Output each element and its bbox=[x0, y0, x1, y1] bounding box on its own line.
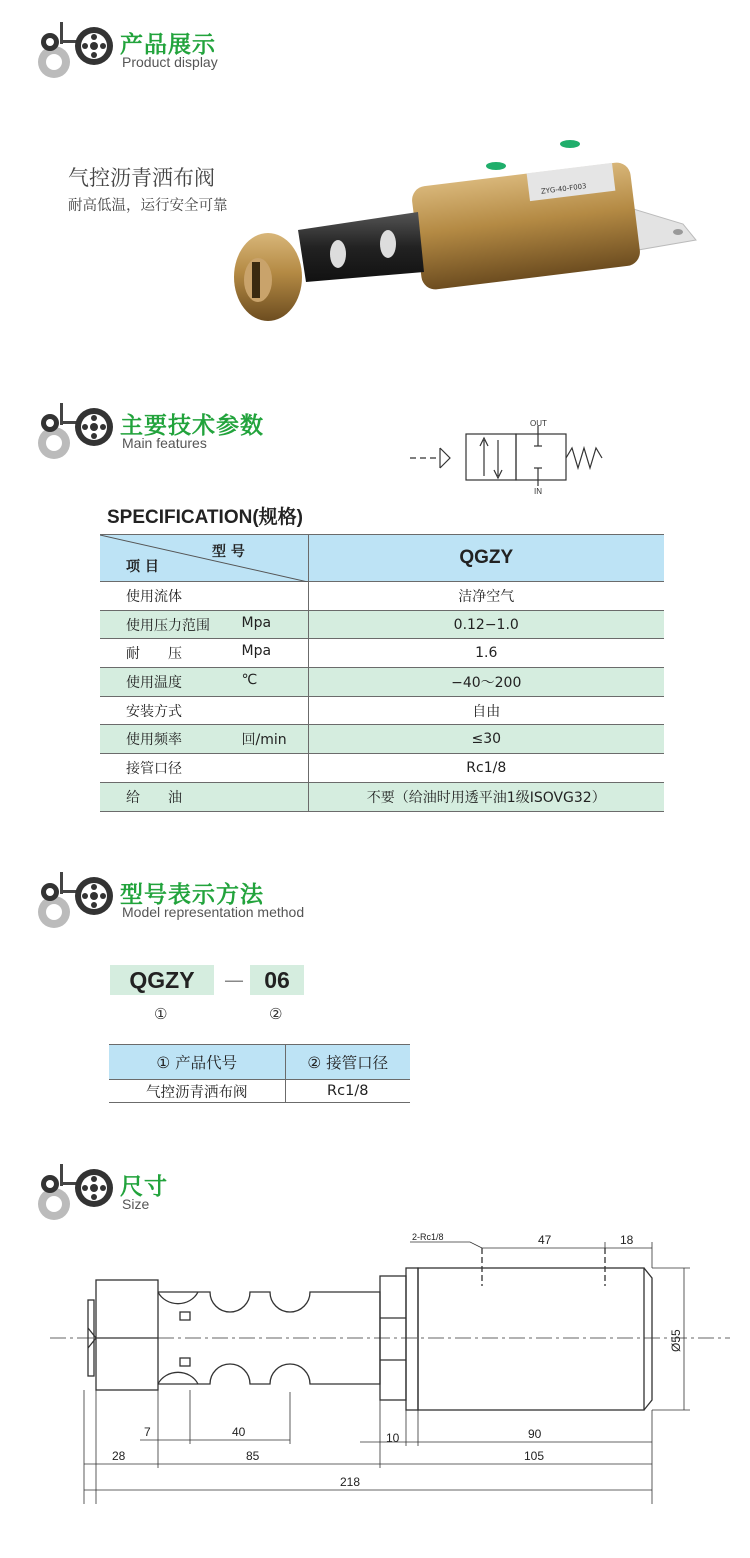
dim-218: 218 bbox=[340, 1475, 361, 1489]
row-value: 洁净空气 bbox=[308, 582, 664, 611]
header-model-value: QGZY bbox=[308, 535, 664, 582]
model-table-cell: Rc1/8 bbox=[285, 1080, 410, 1103]
row-value: 自由 bbox=[308, 696, 664, 725]
section-header-size bbox=[34, 1162, 394, 1222]
table-row bbox=[100, 754, 664, 783]
row-label: 耐 压 bbox=[126, 646, 182, 663]
dimension-drawing bbox=[40, 1228, 740, 1538]
model-code-dash: — bbox=[224, 968, 244, 992]
spec-title: SPECIFICATION(规格) bbox=[107, 507, 303, 528]
model-table-header bbox=[109, 1045, 410, 1080]
section-title-en: Product display bbox=[122, 54, 218, 70]
dim-18: 18 bbox=[620, 1233, 634, 1247]
model-code-part1: QGZY bbox=[110, 965, 214, 995]
spec-header-row bbox=[100, 535, 664, 582]
dim-28: 28 bbox=[112, 1449, 126, 1463]
row-unit: Mpa bbox=[241, 643, 272, 660]
section-title-en: Main features bbox=[122, 435, 207, 451]
gear-logo-icon bbox=[34, 1162, 116, 1224]
row-label: 给 油 bbox=[126, 789, 182, 806]
product-description: 耐高低温，运行安全可靠 bbox=[68, 198, 228, 214]
spec-header-diagonal-cell bbox=[100, 535, 308, 582]
symbol-out-label: OUT bbox=[530, 419, 547, 428]
model-code-num1: ① bbox=[154, 1005, 168, 1023]
row-unit: ℃ bbox=[241, 671, 258, 688]
model-table-header-cell: ② 接管口径 bbox=[285, 1045, 410, 1080]
table-row bbox=[100, 582, 664, 611]
gear-logo-icon bbox=[34, 870, 116, 932]
dim-47: 47 bbox=[538, 1233, 552, 1247]
header-model-label: 型 号 bbox=[212, 544, 245, 560]
dim-85: 85 bbox=[246, 1449, 260, 1463]
table-row bbox=[100, 725, 664, 754]
section-header-model bbox=[34, 870, 394, 930]
dim-port-label: 2-Rc1/8 bbox=[412, 1232, 444, 1242]
spec-table bbox=[100, 534, 664, 812]
row-label: 使用频率 bbox=[126, 732, 182, 749]
dim-diameter: Ø55 bbox=[669, 1329, 683, 1352]
row-label: 使用流体 bbox=[126, 588, 182, 605]
valve-symbol-diagram bbox=[404, 418, 614, 496]
product-photo bbox=[228, 132, 708, 332]
model-table bbox=[109, 1044, 410, 1103]
header-item-label: 项 目 bbox=[126, 559, 159, 575]
dim-10: 10 bbox=[386, 1431, 400, 1445]
row-label: 接管口径 bbox=[126, 760, 182, 777]
section-title-en: Size bbox=[122, 1196, 150, 1212]
dim-7: 7 bbox=[144, 1425, 151, 1439]
table-row bbox=[100, 782, 664, 811]
row-value: −40～200 bbox=[308, 668, 664, 697]
row-unit bbox=[242, 586, 288, 606]
gear-logo-icon bbox=[34, 20, 116, 82]
row-unit: 回/min bbox=[241, 732, 287, 749]
dim-105: 105 bbox=[524, 1449, 545, 1463]
dim-90: 90 bbox=[528, 1427, 542, 1441]
section-title-cn: 型号表示方法 bbox=[120, 882, 264, 908]
section-title-cn: 尺寸 bbox=[120, 1174, 168, 1200]
product-label-text: ZYG-40-F003 bbox=[540, 182, 587, 196]
section-header-features bbox=[34, 401, 394, 461]
section-header-display bbox=[34, 20, 394, 80]
row-value: 0.12−1.0 bbox=[308, 610, 664, 639]
dim-40: 40 bbox=[232, 1425, 246, 1439]
table-row bbox=[100, 696, 664, 725]
row-value: Rc1/8 bbox=[308, 754, 664, 783]
table-row bbox=[100, 668, 664, 697]
row-label: 使用压力范围 bbox=[126, 617, 210, 634]
model-code-part2: 06 bbox=[250, 965, 304, 995]
row-unit bbox=[242, 787, 288, 807]
row-label: 使用温度 bbox=[126, 674, 182, 691]
row-value: 不要（给油时用透平油1级ISOVG32） bbox=[308, 782, 664, 811]
model-table-cell: 气控沥青洒布阀 bbox=[109, 1080, 285, 1103]
row-value: ≤30 bbox=[308, 725, 664, 754]
table-row bbox=[100, 610, 664, 639]
gear-logo-icon bbox=[34, 401, 116, 463]
section-title-cn: 主要技术参数 bbox=[120, 413, 264, 439]
section-title-cn: 产品展示 bbox=[120, 32, 216, 58]
row-unit bbox=[242, 701, 288, 721]
row-unit: Mpa bbox=[241, 614, 272, 631]
table-row bbox=[109, 1080, 410, 1103]
model-code-num2: ② bbox=[269, 1005, 283, 1023]
table-row bbox=[100, 639, 664, 668]
section-title-en: Model representation method bbox=[122, 904, 305, 920]
symbol-in-label: IN bbox=[534, 487, 542, 496]
row-label: 安装方式 bbox=[126, 703, 182, 720]
product-name: 气控沥青洒布阀 bbox=[68, 166, 215, 190]
model-table-header-cell: ① 产品代号 bbox=[109, 1045, 285, 1080]
row-unit bbox=[242, 758, 288, 778]
row-value: 1.6 bbox=[308, 639, 664, 668]
